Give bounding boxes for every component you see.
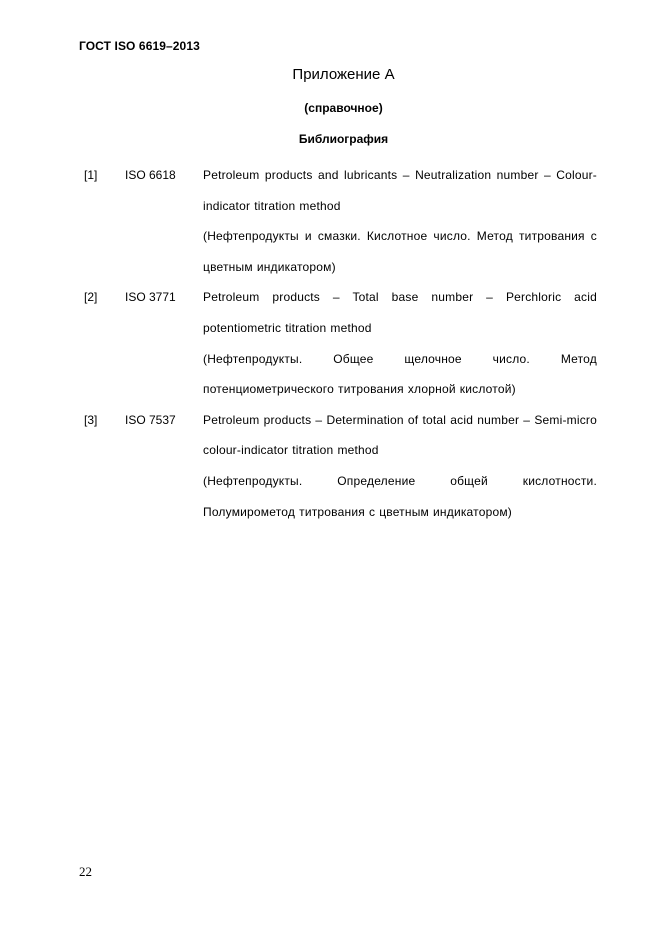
entry-standard-code: ISO 6618 bbox=[125, 168, 176, 182]
entry-title-english: Petroleum products and lubricants – Neutralization number – Colour-indicator titration method bbox=[203, 168, 597, 213]
entry-title-english: Petroleum products – Total base number – Perchloric acid potentiometric titration method bbox=[203, 290, 597, 335]
bibliography-entry bbox=[0, 160, 661, 282]
page-number: 22 bbox=[79, 864, 92, 879]
document-header: ГОСТ ISO 6619–2013 bbox=[79, 39, 200, 53]
entry-standard-code: ISO 3771 bbox=[125, 290, 176, 305]
bibliography-list bbox=[0, 160, 661, 527]
entry-title-russian: (Нефтепродукты и смазки. Кислотное число. Метод титрования с цветным индикатором) bbox=[203, 229, 597, 274]
entry-text bbox=[203, 282, 597, 404]
entry-title-english: Petroleum products – Determination of total acid number – Semi-micro colour-indicator titration method bbox=[203, 412, 597, 458]
bibliography-entry bbox=[0, 282, 661, 404]
entry-text bbox=[203, 160, 597, 282]
entry-number: [3] bbox=[84, 412, 98, 427]
entry-standard-code: ISO 7537 bbox=[125, 412, 176, 427]
bibliography-entry bbox=[0, 405, 661, 527]
appendix-title: Приложение А bbox=[292, 66, 395, 83]
entry-text bbox=[203, 405, 597, 527]
bibliography-title: Библиография bbox=[298, 132, 389, 146]
entry-title-russian: (Нефтепродукты. Определение общей кислотности. Полумирометод титрования с цветным индикатором) bbox=[203, 473, 597, 519]
entry-number: [2] bbox=[84, 290, 98, 305]
entry-title-russian: (Нефтепродукты. Общее щелочное число. Метод потенциометрического титрования хлорной кислотой) bbox=[203, 351, 597, 397]
entry-number: [1] bbox=[84, 168, 98, 182]
appendix-note: (справочное) bbox=[304, 101, 383, 115]
